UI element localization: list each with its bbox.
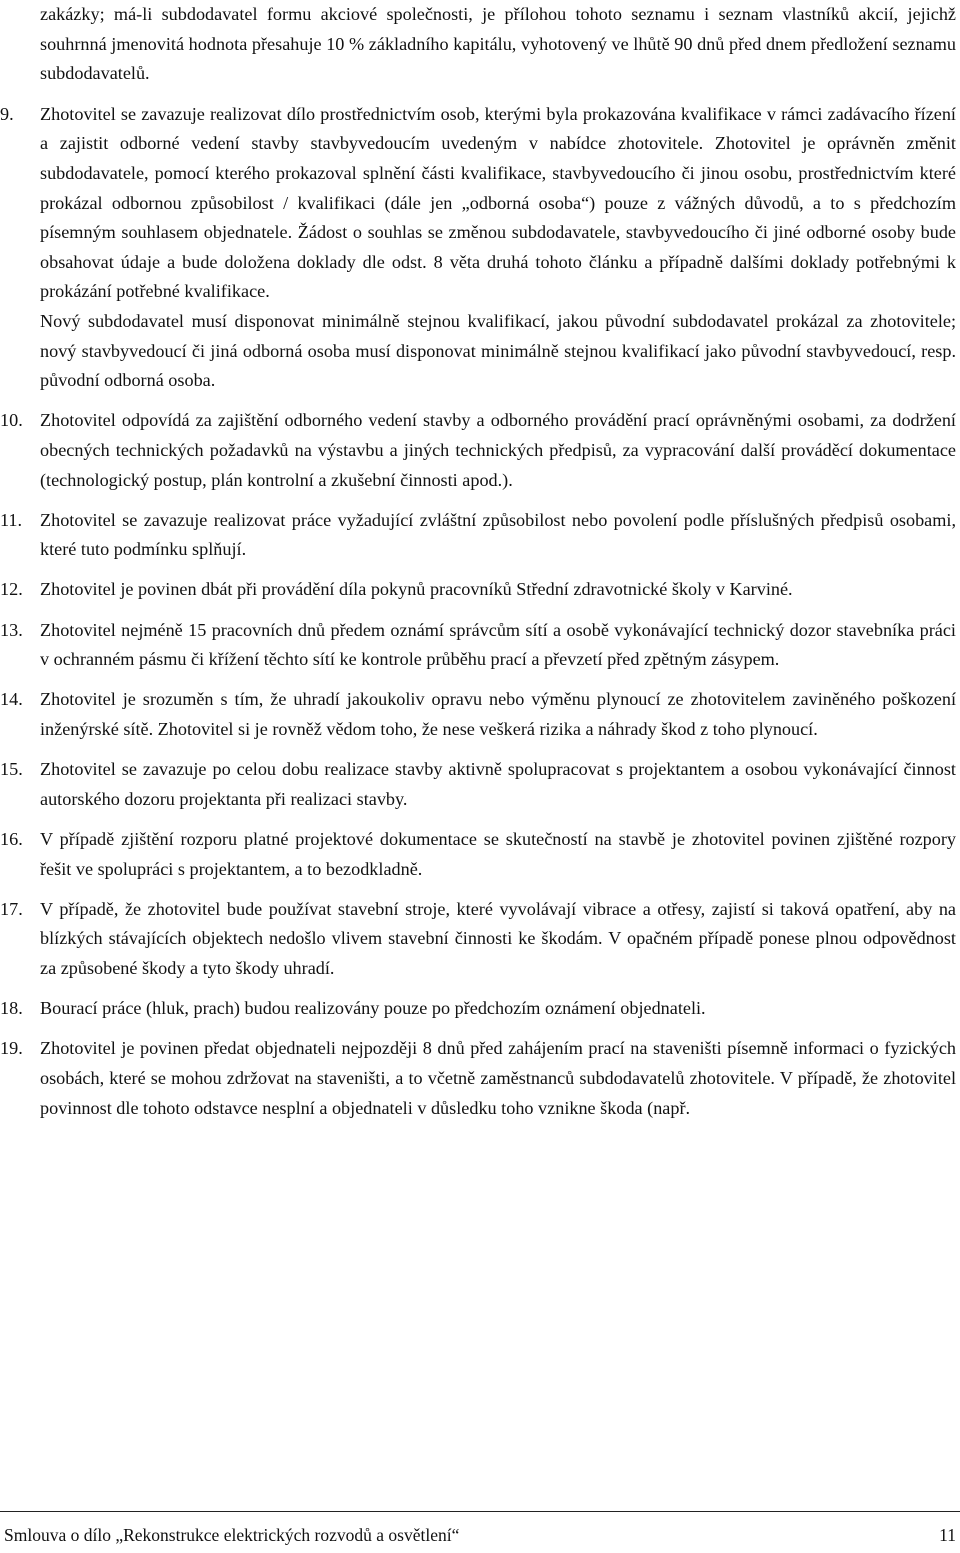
clause-item	[0, 994, 956, 1024]
clause-body	[40, 406, 956, 495]
clause-number: 13.	[0, 619, 23, 640]
clause-number: 11.	[0, 509, 23, 530]
clause-paragraph: Zhotovitel je povinen předat objednateli nejpozději 8 dnů před zahájením prací na staveništi písemně informaci o fyzických osobách, které se mohou zdržovat na staveništi, a to včetně zaměstnanců subdodavatelů zhotovitele. V případě, že zhotovitel povinnost dle tohoto odstavce nesplní a objednateli v důsledku toho vznikne škoda (např.	[40, 1038, 956, 1118]
clause-body	[40, 100, 956, 396]
clause-paragraph: Zhotovitel se zavazuje po celou dobu realizace stavby aktivně spolupracovat s projektantem a osobou vykonávající činnost autorského dozoru projektanta při realizaci stavby.	[40, 759, 956, 809]
clause-number: 10.	[0, 410, 23, 431]
clause-item	[0, 616, 956, 675]
clause-paragraph: V případě, že zhotovitel bude používat stavební stroje, které vyvolávají vibrace a otřesy, zajistí si taková opatření, aby na blízkých stávajících objektech nedošlo vlivem stavební činnosti ke škodám. V opačném případě ponese plnou odpovědnost za způsobené škody a tyto škody uhradí.	[40, 898, 956, 978]
clause-number: 15.	[0, 759, 23, 780]
clause-number: 16.	[0, 829, 23, 849]
clause-body	[40, 755, 956, 814]
clause-body	[40, 1034, 956, 1123]
clause-body	[40, 895, 956, 984]
clause-number: 9.	[0, 103, 14, 124]
clause-item	[0, 575, 956, 605]
clause-number: 17.	[0, 898, 23, 919]
clause-paragraph: V případě zjištění rozporu platné projektové dokumentace se skutečností na stavbě je zhotovitel povinen zjištěné rozpory řešit ve spolupráci s projektantem, a to bezodkladně.	[40, 829, 956, 879]
clause-item	[0, 406, 956, 495]
clause-item	[0, 1034, 956, 1123]
clause-paragraph: Zhotovitel nejméně 15 pracovních dnů předem oznámí správcům sítí a osobě vykonávající technický dozor stavebníka práci v ochranném pásmu či křížení těchto sítí ke kontrole průběhu prací a převzetí před zpětným zásypem.	[40, 619, 956, 670]
clause-paragraph: Zhotovitel se zavazuje realizovat práce vyžadující zvláštní způsobilost nebo povolení podle příslušných předpisů osobami, které tuto podmínku splňují.	[40, 509, 956, 560]
numbered-clauses	[0, 100, 956, 1123]
clause-paragraph: Zhotovitel odpovídá za zajištění odborného vedení stavby a odborného provádění prací oprávněnými osobami, za dodržení obecných technických požadavků na výstavbu a jiných technických předpisů, za vypracování další prováděcí dokumentace (technologický postup, plán kontrolní a zkušební činnosti apod.).	[40, 410, 956, 490]
footer-page-number: 11	[939, 1525, 956, 1545]
clause-item	[0, 506, 956, 565]
clause-number: 19.	[0, 1038, 23, 1059]
clause-number: 12.	[0, 579, 23, 600]
clause-item	[0, 825, 956, 884]
clause-body	[40, 575, 956, 605]
continued-paragraph	[40, 0, 956, 89]
page-footer	[0, 1511, 960, 1545]
clause-number: 14.	[0, 689, 23, 710]
clause-paragraph: Zhotovitel je srozuměn s tím, že uhradí jakoukoliv opravu nebo výměnu plynoucí ze zhotovitelem zaviněného poškození inženýrské sítě. Zhotovitel si je rovněž vědom toho, že nese veškerá rizika a náhrady škod z toho plynoucí.	[40, 689, 956, 740]
clause-body	[40, 506, 956, 565]
clause-number: 18.	[0, 998, 23, 1019]
clause-item	[0, 100, 956, 396]
clause-paragraph: Zhotovitel se zavazuje realizovat dílo prostřednictvím osob, kterými byla prokazována kvalifikace v rámci zadávacího řízení a zajistit odborné vedení stavby stavbyvedoucím uvedeným v nabídce zhotovitele. Zhotovitel je oprávněn změnit subdodavatele, pomocí kterého prokazoval splnění části kvalifikace, stavbyvedoucího či jinou osobu, prostřednictvím které prokázal odbornou způsobilost / kvalifikaci (dále jen „odborná osoba“) pouze z vážných důvodů, a to s předchozím písemným souhlasem objednatele. Žádost o souhlas se změnou subdodavatele, stavbyvedoucího či jiné odborné osoby bude obsahovat údaje a bude doložena doklady dle odst. 8 věta druhá tohoto článku a případně dalšími doklady potřebnými k prokázání potřebné kvalifikace.	[40, 103, 956, 302]
clause-paragraph: Zhotovitel je povinen dbát při provádění díla pokynů pracovníků Střední zdravotnické školy v Karviné.	[40, 579, 793, 600]
clause-body	[40, 616, 956, 675]
clause-body	[40, 825, 956, 884]
footer-document-title: Smlouva o dílo „Rekonstrukce elektrických rozvodů a osvětlení“	[4, 1525, 460, 1545]
clause-body	[40, 685, 956, 744]
clause-item	[0, 755, 956, 814]
clause-item	[0, 895, 956, 984]
clause-paragraph: Nový subdodavatel musí disponovat minimálně stejnou kvalifikací, jakou původní subdodavatel prokázal za zhotovitele; nový stavbyvedoucí či jiná odborná osoba musí disponovat minimálně stejnou kvalifikací jako původní stavbyvedoucí, resp. původní odborná osoba.	[40, 310, 956, 391]
continued-paragraph-text: zakázky; má-li subdodavatel formu akciové společnosti, je přílohou tohoto seznamu i seznam vlastníků akcií, jejichž souhrnná jmenovitá hodnota přesahuje 10 % základního kapitálu, vyhotovený ve lhůtě 90 dnů před dnem předložení seznamu subdodavatelů.	[40, 4, 956, 84]
clause-paragraph: Bourací práce (hluk, prach) budou realizovány pouze po předchozím oznámení objednateli.	[40, 998, 706, 1019]
clause-body	[40, 994, 956, 1024]
clause-item	[0, 685, 956, 744]
